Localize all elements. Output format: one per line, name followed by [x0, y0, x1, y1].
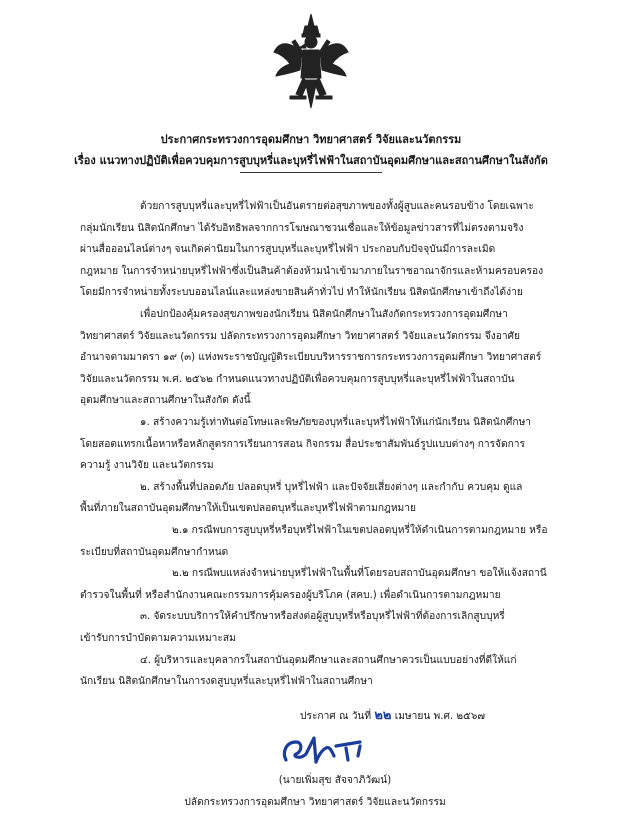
paragraph-line: กลุ่มนักเรียน นิสิตนักศึกษา ได้รับอิทธิพลจากการโฆษณาชวนเชื่อและให้ข้อมูลข่าวสารที่ไม่ตรงตามจริง	[80, 223, 524, 234]
paragraph-line: ตำรวจในพื้นที่ หรือสำนักงานคณะกรรมการคุ้มครองผู้บริโภค (สคบ.) เพื่อดำเนินการตามกฎหมาย	[80, 590, 501, 601]
date-prefix: ประกาศ ณ วันที่	[300, 711, 375, 722]
list-item: ๒. สร้างพื้นที่ปลอดภัย ปลอดบุหรี่ บุหรี่ไฟฟ้า และปัจจัยเสี่ยงต่างๆ และกำกับ ควบคุม ดูแล	[140, 482, 523, 493]
paragraph-line: นักเรียน นิสิตนักศึกษาในการงดสูบบุหรี่และบุหรี่ไฟฟ้าในสถานศึกษา	[80, 676, 373, 687]
signer-name: (นายเพิ่มสุข สัจจาภิวัฒน์)	[278, 775, 392, 786]
paragraph-line: อำนาจตามมาตรา ๑๙ (๓) แห่งพระราชบัญญัติระเบียบบริหารราชการกระทรวงการอุดมศึกษา วิทยาศาสตร์	[80, 352, 542, 363]
paragraph-line: เพื่อปกป้องคุ้มครองสุขภาพของนักเรียน นิสิตนักศึกษาในสังกัดกระทรวงการอุดมศึกษา	[140, 309, 508, 320]
paragraph-line: อุดมศึกษาและสถานศึกษาในสังกัด ดังนี้	[80, 395, 251, 406]
list-item: ๓. จัดระบบบริการให้คำปรึกษาหรือส่งต่อผู้สูบบุหรี่หรือบุหรี่ไฟฟ้าที่ต้องการเลิกสูบบุหรี่	[140, 611, 505, 622]
paragraph-line: ความรู้ งานวิจัย และนวัตกรรม	[80, 460, 214, 471]
paragraph-line: โดยสอดแทรกเนื้อหาหรือหลักสูตรการเรียนการสอน กิจกรรม สื่อประชาสัมพันธ์รูปแบบต่างๆ การจัดการ	[80, 439, 525, 450]
garuda-emblem-icon	[272, 12, 350, 114]
paragraph-line: กฎหมาย ในการจำหน่ายบุหรี่ไฟฟ้าซึ่งเป็นสินค้าต้องห้ามนำเข้ามาภายในราชอาณาจักรและห้ามครอบครอง	[80, 266, 544, 277]
paragraph-line: วิจัยและนวัตกรรม พ.ศ. ๒๕๖๒ กำหนดแนวทางปฏิบัติเพื่อควบคุมการสูบบุหรี่และบุหรี่ไฟฟ้าในสถาบัน	[80, 374, 515, 385]
list-item: ๑. สร้างความรู้เท่าทันต่อโทษและพิษภัยของบุหรี่และบุหรี่ไฟฟ้าให้แก่นักเรียน นิสิตนักศึกษา	[140, 417, 532, 428]
paragraph-line: วิทยาศาสตร์ วิจัยและนวัตกรรม ปลัดกระทรวงการอุดมศึกษา วิทยาศาสตร์ วิจัยและนวัตกรรม จึงอาศัย	[80, 331, 520, 342]
paragraph-line: โดยมีการจำหน่ายทั้งระบบออนไลน์และแหล่งขายสินค้าทั่วไป ทำให้นักเรียน นิสิตนักศึกษาเข้าถึงได้ง่าย	[80, 287, 523, 298]
date-day: ๒๒	[374, 708, 392, 723]
announcement-subject: เรื่อง แนวทางปฏิบัติเพื่อควบคุมการสูบบุหรี่และบุหรี่ไฟฟ้าในสถาบันอุดมศึกษาและสถานศึกษาในสังกัด	[74, 154, 548, 167]
divider	[240, 172, 382, 173]
list-item: ๔. ผู้บริหารและบุคลากรในสถาบันอุดมศึกษาและสถานศึกษาควรเป็นแบบอย่างที่ดีให้แก่	[140, 655, 517, 666]
date-suffix: เมษายน พ.ศ. ๒๕๖๗	[391, 711, 485, 722]
paragraph-line: ด้วยการสูบบุหรี่และบุหรี่ไฟฟ้าเป็นอันตรายต่อสุขภาพของทั้งผู้สูบและคนรอบข้าง โดยเฉพาะ	[140, 201, 534, 212]
paragraph-line: เข้ารับการบำบัดตามความเหมาะสม	[80, 633, 236, 644]
list-item: ๒.๑ กรณีพบการสูบบุหรี่หรือบุหรี่ไฟฟ้าในเขตปลอดบุหรี่ให้ดำเนินการตามกฎหมาย หรือ	[172, 525, 548, 536]
signer-position: ปลัดกระทรวงการอุดมศึกษา วิทยาศาสตร์ วิจัยและนวัตกรรม	[184, 797, 446, 808]
announcement-title: ประกาศกระทรวงการอุดมศึกษา วิทยาศาสตร์ วิจัยและนวัตกรรม	[160, 133, 462, 146]
handwritten-signature	[276, 726, 374, 770]
paragraph-line: พื้นที่ภายในสถาบันอุดมศึกษาให้เป็นเขตปลอดบุหรี่และบุหรี่ไฟฟ้าตามกฎหมาย	[80, 503, 416, 514]
paragraph-line: ระเบียบที่สถาบันอุดมศึกษากำหนด	[80, 547, 229, 558]
list-item: ๒.๒ กรณีพบแหล่งจำหน่ายบุหรี่ไฟฟ้าในพื้นที่โดยรอบสถาบันอุดมศึกษา ขอให้แจ้งสถานี	[172, 568, 547, 579]
announcement-date	[300, 704, 485, 725]
paragraph-line: ผ่านสื่อออนไลน์ต่างๆ จนเกิดค่านิยมในการสูบบุหรี่และบุหรี่ไฟฟ้า ประกอบกับปัจจุบันมีการละเมิด	[80, 244, 496, 255]
